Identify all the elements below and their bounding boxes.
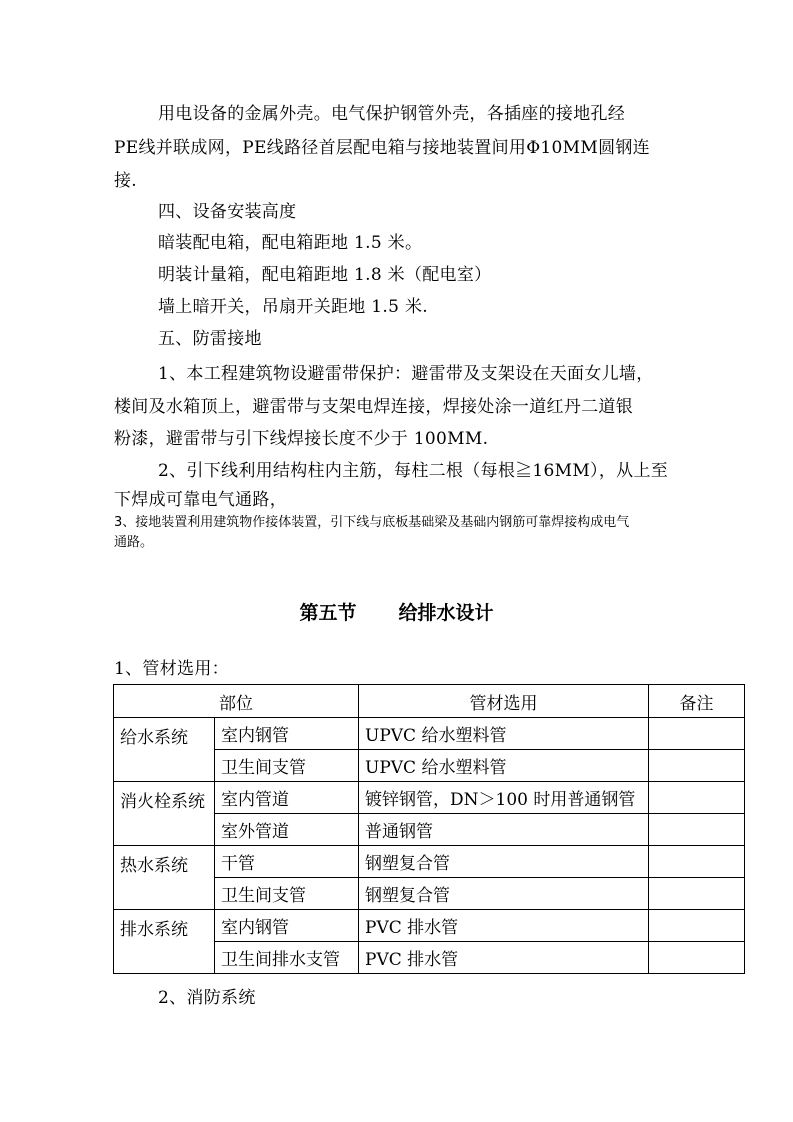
section-heading-install-height: 四、设备安装高度 [158,202,297,222]
paragraph-line: 1、本工程建筑物设避雷带保护：避雷带及支架设在天面女儿墙， [158,364,654,384]
system-cell: 给水系统 [114,718,215,782]
system-cell: 消火栓系统 [114,782,215,846]
pipe-material-heading: 1、管材选用： [114,659,229,679]
part-cell: 室内管道 [215,782,359,814]
part-cell: 卫生间支管 [215,878,359,910]
note-cell [649,750,745,782]
install-item: 墙上暗开关，吊扇开关距地 1.5 米. [158,297,428,317]
system-cell: 排水系统 [114,910,215,974]
pipe-material-table [113,684,745,974]
system-cell: 热水系统 [114,846,215,910]
header-part: 部位 [114,685,359,718]
chapter-heading [0,601,793,625]
paragraph-line: 用电设备的金属外壳。电气保护钢管外壳，各插座的接地孔经 [158,104,626,124]
material-cell: PVC 排水管 [359,910,649,942]
note-cell [649,910,745,942]
note-cell [649,878,745,910]
note-cell [649,846,745,878]
paragraph-line: 粉漆，避雷带与引下线焊接长度不少于 100MM. [114,429,489,449]
material-cell: UPVC 给水塑料管 [359,750,649,782]
header-note: 备注 [649,685,745,718]
fire-system-heading: 2、消防系统 [158,988,256,1008]
material-cell: 钢塑复合管 [359,846,649,878]
chapter-number: 第五节 [299,602,357,624]
header-material: 管材选用 [359,685,649,718]
note-cell [649,942,745,974]
table-row [114,910,745,942]
material-cell: UPVC 给水塑料管 [359,718,649,750]
table-header-row [114,685,745,718]
paragraph-line-small: 通路。 [114,535,154,550]
install-item: 明装计量箱，配电箱距地 1.8 米（配电室） [158,265,492,285]
note-cell [649,782,745,814]
note-cell [649,814,745,846]
paragraph-line: 接. [114,171,138,191]
table-row [114,718,745,750]
material-cell: 钢塑复合管 [359,878,649,910]
part-cell: 室内钢管 [215,910,359,942]
paragraph-line: PE线并联成网，PE线路径首层配电箱与接地装置间用Φ10MM圆钢连 [114,138,650,158]
paragraph-line: 2、引下线利用结构柱内主筋，每柱二根（每根≧16MM），从上至 [158,461,669,481]
chapter-title: 给排水设计 [398,602,494,624]
paragraph-line-small: 3、接地装置利用建筑物作接体装置，引下线与底板基础梁及基础内钢筋可靠焊接构成电气 [114,515,630,530]
material-cell: 普通钢管 [359,814,649,846]
part-cell: 卫生间排水支管 [215,942,359,974]
table-row [114,846,745,878]
part-cell: 室外管道 [215,814,359,846]
part-cell: 干管 [215,846,359,878]
part-cell: 室内钢管 [215,718,359,750]
install-item: 暗装配电箱，配电箱距地 1.5 米。 [158,233,423,253]
note-cell [649,718,745,750]
part-cell: 卫生间支管 [215,750,359,782]
paragraph-line: 下焊成可靠电气通路， [114,490,287,510]
material-cell: PVC 排水管 [359,942,649,974]
table-row [114,782,745,814]
material-cell: 镀锌钢管，DN＞100 时用普通钢管 [359,782,649,814]
section-heading-lightning: 五、防雷接地 [158,329,262,349]
paragraph-line: 楼间及水箱顶上，避雷带与支架电焊连接，焊接处涂一道红丹二道银 [114,397,633,417]
